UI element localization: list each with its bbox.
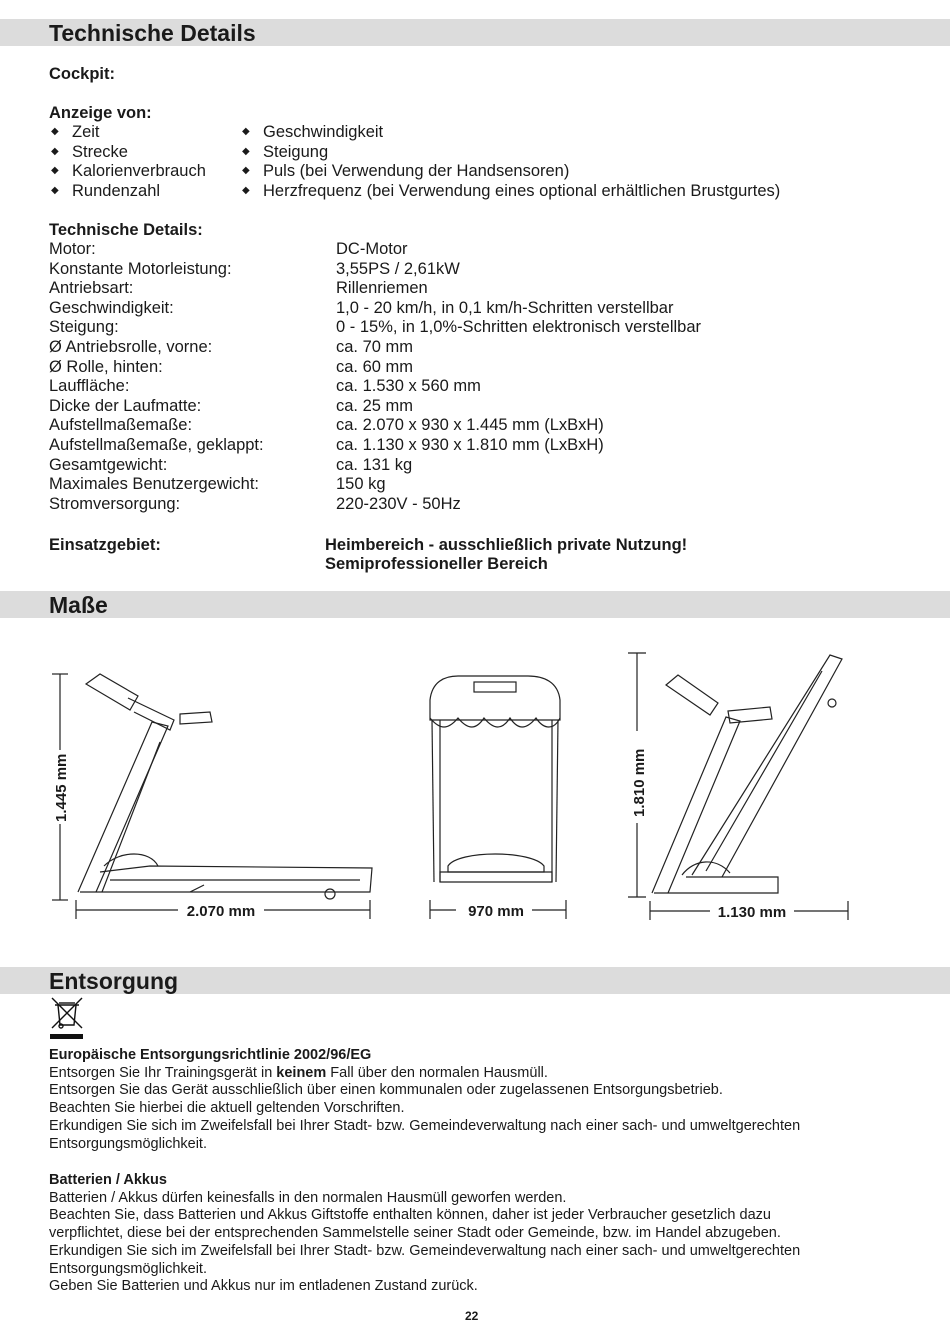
usage-line-1: Heimbereich - ausschließlich private Nutzung! xyxy=(325,536,688,554)
battery-text xyxy=(49,1172,929,1296)
list-item: ◆ Geschwindigkeit xyxy=(242,123,384,141)
folded-length-label: 1.130 mm xyxy=(717,904,787,921)
list-item: ◆ Kalorienverbrauch xyxy=(51,162,206,181)
side-length-label: 2.070 mm xyxy=(186,903,256,920)
directive-text xyxy=(49,1047,929,1153)
list-item: ◆ Strecke xyxy=(51,142,128,161)
directive-line: Erkundigen Sie sich im Zweifelsfall bei Ihrer Stadt- bzw. Gemeindeverwaltung nach einer sach- und umweltgerechten xyxy=(49,1117,801,1134)
bullet-diamond-icon: ◆ xyxy=(242,145,250,157)
directive-line: Entsorgen Sie das Gerät ausschließlich über einen kommunalen oder zugelassenen Entsorgungsbetrieb. xyxy=(49,1082,723,1099)
side-height-label: 1.445 mm xyxy=(53,753,70,822)
treadmill-front-view-drawing xyxy=(418,660,578,930)
bullet-diamond-icon: ◆ xyxy=(51,126,59,137)
directive-line: Entsorgungsmöglichkeit. xyxy=(49,1135,207,1152)
list-item: ◆ Steigung xyxy=(242,142,329,161)
usage-label: Einsatzgebiet: xyxy=(49,536,161,554)
front-width-label: 970 mm xyxy=(468,903,524,920)
section-title-dimensions: Maße xyxy=(49,592,108,618)
battery-line: Beachten Sie, dass Batterien und Akkus Giftstoffe enthalten können, daher ist jeder Verbraucher gesetzlich dazu xyxy=(49,1207,771,1224)
list-item: ◆ Puls (bei Verwendung der Handsensoren) xyxy=(242,162,570,181)
display-label: Anzeige von: xyxy=(49,104,152,122)
bullet-diamond-icon: ◆ xyxy=(242,126,250,137)
section-header-dimensions xyxy=(0,591,950,618)
crossed-out-wheelie-bin-icon xyxy=(49,995,85,1041)
battery-line: Entsorgungsmöglichkeit. xyxy=(49,1260,207,1277)
section-header-disposal xyxy=(0,967,950,994)
battery-line: verpflichtet, diese bei der entsprechenden Sammelstelle seiner Stadt oder Gemeinde, bzw. im Handel abzugeben. xyxy=(49,1225,781,1242)
usage-line-2: Semiprofessioneller Bereich xyxy=(325,555,548,573)
page-number: 22 xyxy=(465,1309,479,1323)
cockpit-label: Cockpit: xyxy=(49,65,115,83)
folded-height-label: 1.810 mm xyxy=(631,748,648,817)
battery-line: Batterien / Akkus dürfen keinesfalls in den normalen Hausmüll geworfen werden. xyxy=(49,1189,567,1206)
display-list-right xyxy=(240,123,780,201)
display-list-left xyxy=(49,123,206,201)
directive-line: Beachten Sie hierbei die aktuell geltenden Vorschriften. xyxy=(49,1100,405,1117)
bullet-diamond-icon: ◆ xyxy=(51,145,59,157)
bullet-diamond-icon: ◆ xyxy=(242,165,250,177)
section-title-technical: Technische Details xyxy=(49,20,256,46)
battery-line: Erkundigen Sie sich im Zweifelsfall bei Ihrer Stadt- bzw. Gemeindeverwaltung nach einer sach- und umweltgerechten xyxy=(49,1242,801,1259)
bullet-diamond-icon: ◆ xyxy=(51,165,59,177)
specs-label: Technische Details: xyxy=(49,221,203,239)
list-item: ◆ Zeit xyxy=(51,123,100,141)
bullet-diamond-icon: ◆ xyxy=(242,184,250,196)
list-item: ◆ Herzfrequenz (bei Verwendung eines optional erhältlichen Brustgurtes) xyxy=(242,181,781,200)
bullet-diamond-icon: ◆ xyxy=(51,184,59,196)
treadmill-side-view-drawing xyxy=(40,660,390,930)
battery-line: Geben Sie Batterien und Akkus nur im entladenen Zustand zurück. xyxy=(49,1278,478,1295)
battery-title: Batterien / Akkus xyxy=(49,1172,167,1188)
section-header-technical xyxy=(0,19,950,46)
treadmill-folded-view-drawing xyxy=(622,645,862,930)
section-title-disposal: Entsorgung xyxy=(49,968,179,994)
directive-title: Europäische Entsorgungsrichtlinie 2002/96/EG xyxy=(49,1047,372,1063)
list-item: ◆ Rundenzahl xyxy=(51,181,161,200)
directive-line: Entsorgen Sie Ihr Trainingsgerät in keinem Fall über den normalen Hausmüll. xyxy=(49,1064,548,1081)
